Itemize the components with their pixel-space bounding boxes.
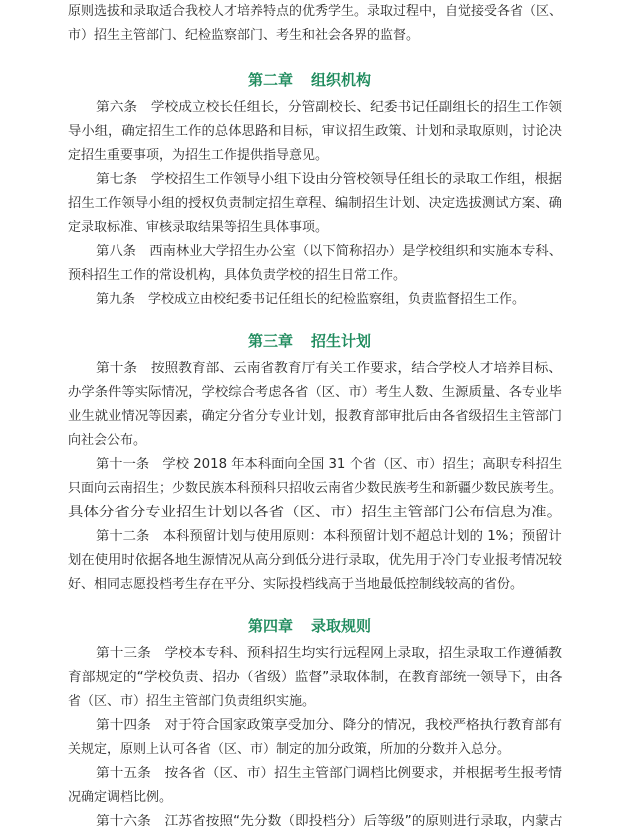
paragraph-line: 省（区、市）招生主管部门负责组织实施。 (68, 694, 316, 709)
article-line: 第十一条 学校 2018 年本科面向全国 31 个省（区、市）招生；高职专科招生 (96, 457, 563, 472)
article-line: 第七条 学校招生工作领导小组下设由分管校领导任组长的录取工作组，根据 (96, 172, 563, 187)
paragraph-line: 向社会公布。 (68, 433, 147, 448)
article-line: 第十二条 本科预留计划与使用原则：本科预留计划不超总计划的 1%；预留计 (96, 529, 562, 544)
article-line: 第十五条 按各省（区、市）招生主管部门调档比例要求，并根据考生报考情 (96, 766, 563, 781)
paragraph-line: 只面向云南招生；少数民族本科预科只招收云南省少数民族考生和新疆少数民族考生。 (68, 481, 563, 496)
article-line: 第九条 学校成立由校纪委书记任组长的纪检监察组，负责监督招生工作。 (96, 292, 526, 307)
paragraph-line: 办学条件等实际情况，学校综合考虑各省（区、市）考生人数、生源质量、各专业毕 (68, 385, 563, 400)
paragraph-line: 招生工作领导小组的授权负责制定招生章程、编制招生计划、决定选拔测试方案、确 (68, 196, 563, 211)
chapter-label: 第二章 (247, 71, 293, 89)
chapter-heading (0, 327, 619, 355)
chapter-title: 组织机构 (311, 71, 372, 89)
article-line: 第十六条 江苏省按照“先分数（即投档分）后等级”的原则进行录取，内蒙古 (96, 814, 563, 829)
paragraph-line: 划在使用时依据各地生源情况从高分到低分进行录取，优先用于冷门专业报考情况较 (68, 553, 563, 568)
paragraph-line: 好、相同志愿投档考生存在平分、实际投档线高于当地最低控制线较高的省份。 (68, 577, 524, 592)
paragraph-line: 育部规定的“学校负责、招办（省级）监督”录取体制，在教育部统一领导下，由各 (68, 670, 563, 685)
chapter-heading (0, 612, 619, 640)
chapter-title: 录取规则 (311, 617, 372, 635)
paragraph-line: 况确定调档比例。 (68, 790, 173, 805)
chapter-title: 招生计划 (311, 332, 372, 350)
paragraph-line: 预科招生工作的常设机构，具体负责学校的招生日常工作。 (68, 268, 407, 283)
paragraph-line: 导小组，确定招生工作的总体思路和目标，审议招生政策、计划和录取原则，讨论决 (68, 124, 563, 139)
article-line: 第十三条 学校本专科、预科招生均实行远程网上录取，招生录取工作遵循教 (96, 646, 563, 661)
chapter-heading (0, 66, 619, 94)
paragraph-line: 市）招生主管部门、纪检监察部门、考生和社会各界的监督。 (68, 28, 420, 43)
paragraph-line: 定录取标准、审核录取结果等招生具体事项。 (68, 220, 329, 235)
paragraph-line: 定招生重要事项，为招生工作提供指导意见。 (68, 148, 329, 163)
paragraph-line: 原则选拔和录取适合我校人才培养特点的优秀学生。录取过程中，自觉接受各省（区、 (68, 4, 563, 19)
chapter-label: 第三章 (247, 332, 293, 350)
paragraph-line: 具体分省分专业招生计划以各省（区、市）招生主管部门公布信息为准。 (68, 505, 563, 520)
article-line: 第十条 按照教育部、云南省教育厅有关工作要求，结合学校人才培养目标、 (96, 361, 563, 376)
chapter-label: 第四章 (247, 617, 293, 635)
article-line: 第八条 西南林业大学招生办公室（以下简称招办）是学校组织和实施本专科、 (96, 244, 563, 259)
article-line: 第十四条 对于符合国家政策享受加分、降分的情况，我校严格执行教育部有 (96, 718, 563, 733)
paragraph-line: 关规定，原则上认可各省（区、市）制定的加分政策，所加的分数并入总分。 (68, 742, 511, 757)
article-line: 第六条 学校成立校长任组长，分管副校长、纪委书记任副组长的招生工作领 (96, 100, 563, 115)
paragraph-line: 业生就业情况等因素，确定分省分专业计划，报教育部审批后由各省级招生主管部门 (68, 409, 563, 424)
